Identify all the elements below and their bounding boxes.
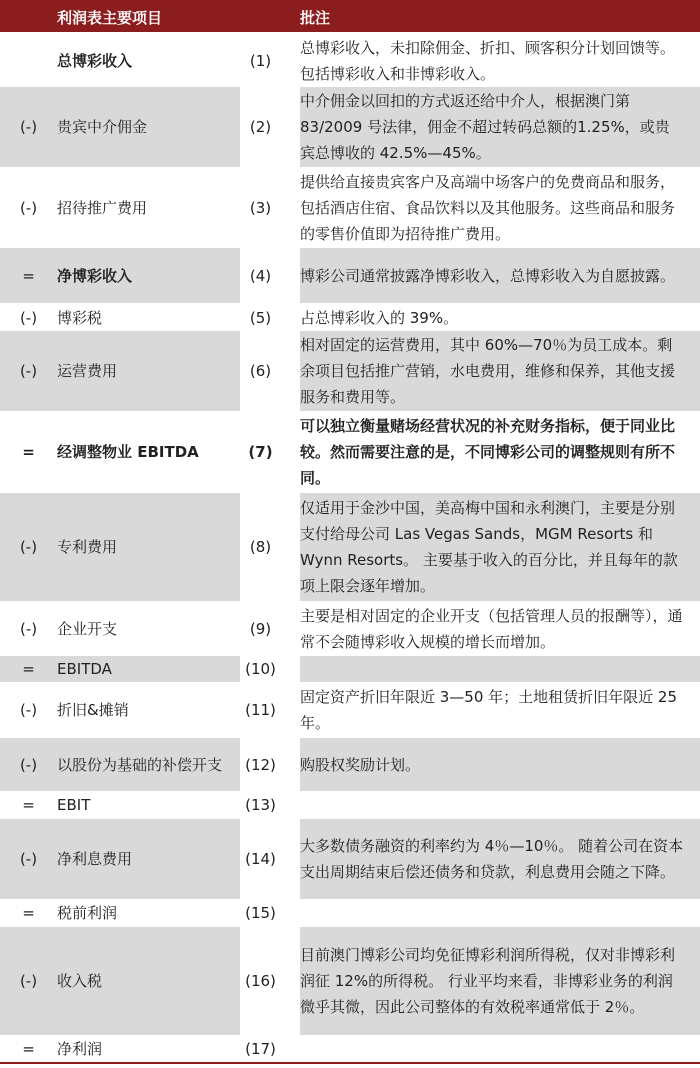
row-item: 总博彩收入 [57,52,133,70]
table-row [0,168,700,247]
row-sign: (-) [19,118,38,136]
row-note: 大多数债务融资的利率约为 4％—10％。 随着公司在资本支出周期结束后偿还债务和贷款，利息费用会随之下降。 [300,837,684,881]
table-row [0,927,700,1035]
row-sign: (-) [19,972,38,990]
row-sign: (-) [19,701,38,719]
row-number: (4) [249,266,272,285]
row-item: 贵宾中介佣金 [57,118,148,136]
table-row [0,819,700,899]
header-item-label: 利润表主要项目 [57,9,163,27]
row-note [300,656,684,682]
row-number: (12) [245,755,276,774]
row-note: 固定资产折旧年限近 3—50 年；土地租赁折旧年限近 25 年。 [300,688,678,732]
row-sign: (-) [19,309,38,327]
row-note: 仅适用于金沙中国，美高梅中国和永利澳门，主要是分别支付给母公司 Las Vegas Sands，MGM Resorts 和 Wynn Resorts。 主要基于收入的百分比，并且每年的款项上限会逐年增加。 [300,499,678,595]
row-note: 目前澳门博彩公司均免征博彩利润所得税，仅对非博彩利润征 12%的所得税。 行业平均来看，非博彩业务的利润微乎其微，因此公司整体的有效税率通常低于 2％。 [300,946,676,1016]
row-item: 企业开支 [57,619,118,638]
table-row [0,248,700,303]
row-sign: = [22,443,35,461]
table-header [0,0,700,32]
row-sign: = [22,796,35,814]
header-note-label: 批注 [300,9,331,27]
row-item: 招待推广费用 [57,198,148,217]
row-sign: = [22,266,35,285]
row-number: (7) [248,443,273,461]
row-number: (8) [249,538,272,556]
row-item: 税前利润 [57,904,118,922]
table-row [0,35,700,87]
row-note [300,792,684,818]
row-note: 可以独立衡量赌场经营状况的补充财务指标，便于同业比较。然而需要注意的是，不同博彩公司的调整规则有所不同。 [300,417,676,487]
row-item: 博彩税 [57,309,103,327]
row-number: (3) [249,198,272,217]
table-row [0,900,700,926]
row-note [300,900,684,926]
row-item: 净博彩收入 [57,266,133,285]
row-note: 博彩公司通常披露净博彩收入，总博彩收入为自愿披露。 [300,266,676,285]
table-bottom-rule [0,1062,700,1064]
row-number: (6) [249,362,272,380]
row-number: (14) [245,850,276,868]
row-number: (5) [249,309,272,327]
row-item: 净利润 [57,1040,103,1058]
row-item: 运营费用 [57,362,118,380]
row-item: 收入税 [57,972,103,990]
row-number: (16) [245,972,276,990]
table-row [0,412,700,492]
row-sign: = [22,904,35,922]
row-item: EBIT [57,796,91,814]
row-note: 提供给直接贵宾客户及高端中场客户的免费商品和服务，包括酒店住宿、食品饮料以及其他服务。这些商品和服务的零售价值即为招待推广费用。 [300,172,676,243]
row-item: 净利息费用 [57,850,133,868]
row-item: EBITDA [57,660,112,678]
row-number: (9) [249,619,272,638]
table-row [0,331,700,411]
row-item: 折旧&摊销 [57,701,129,719]
table-row [0,305,700,331]
row-note: 相对固定的运营费用，其中 60%—70％为员工成本。剩余项目包括推广营销，水电费用，维修和保养，其他支援服务和费用等。 [300,336,676,406]
row-item: 以股份为基础的补偿开支 [57,755,223,774]
row-sign: = [22,660,35,678]
row-sign [0,35,57,87]
table-row [0,683,700,737]
row-number: (1) [249,52,272,70]
row-sign: = [22,1040,35,1058]
row-note: 总博彩收入，未扣除佣金、折扣、顾客积分计划回馈等。包括博彩收入和非博彩收入。 [300,39,676,83]
row-sign: (-) [19,619,38,638]
row-item: 专利费用 [57,538,118,556]
row-item: 经调整物业 EBITDA [57,443,199,461]
row-sign: (-) [19,362,38,380]
row-number: (2) [249,118,272,136]
row-number: (15) [245,904,276,922]
table-row [0,792,700,818]
row-note [300,1036,684,1062]
row-note: 占总博彩收入的 39%。 [300,309,459,327]
table-row [0,602,700,655]
table-row [0,1036,700,1062]
row-number: (17) [245,1040,276,1058]
row-number: (11) [245,701,276,719]
row-sign: (-) [19,755,38,774]
row-number: (13) [245,796,276,814]
table-row [0,493,700,601]
row-note: 中介佣金以回扣的方式返还给中介人，根据澳门第 83/2009 号法律，佣金不超过转码总额的1.25%，或贵宾总博收的 42.5%—45%。 [300,92,670,162]
row-sign: (-) [19,538,38,556]
row-number: (10) [245,660,276,678]
row-sign: (-) [19,850,38,868]
row-note: 购股权奖励计划。 [300,755,421,774]
table-row [0,87,700,167]
row-note: 主要是相对固定的企业开支（包括管理人员的报酬等），通常不会随博彩收入规模的增长而增加。 [300,606,683,651]
row-sign: (-) [19,198,38,217]
table-row [0,656,700,682]
table-row [0,738,700,791]
